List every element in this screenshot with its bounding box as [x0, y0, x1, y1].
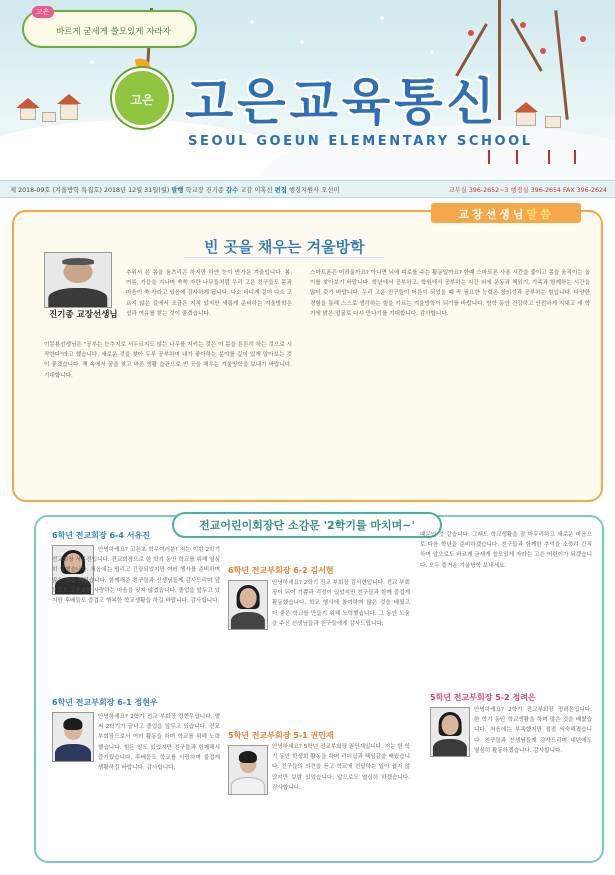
red-berry — [520, 22, 526, 28]
newsletter-title: 고은교육통신 — [185, 73, 499, 131]
red-berry — [468, 30, 474, 36]
publication-info-bar — [0, 180, 615, 198]
photo-hair — [63, 718, 82, 730]
contact-numbers: 교무실 396-2652~3 행정실 396-2654 FAX 396-2624 — [448, 187, 607, 194]
publisher: 학교장 진기종 — [185, 187, 224, 194]
student-text: 안녕하세요? 2학기 전교 부회장 정현우입니다. 벌써 2학기가 끝나고 졸업을 앞두고 있습니다. 전교 부회장으로서 여러 활동을 하며 학교를 위해 노력했습니다. 힘든 일도 있었지만 친구들과 함께해서 즐거웠습니다. 후배들도 학교를 사랑하며 즐겁게 생활하길 바랍니다. 감사합니다. — [98, 714, 220, 772]
village-house — [545, 116, 561, 128]
student-photo — [228, 580, 268, 630]
student-council-title: 전교어린이회장단 소감문 '2학기를 마치며~' — [199, 519, 415, 532]
photo-body — [55, 744, 91, 762]
student-photo — [52, 712, 94, 762]
photo-body — [231, 777, 265, 795]
student-council-title-box — [172, 512, 442, 538]
school-logo — [112, 68, 172, 128]
photo-body — [48, 288, 107, 308]
logo-text: 고은 — [130, 93, 154, 107]
student-heading: 5학년 전교부회장 5-1 권민재 — [228, 731, 334, 740]
publisher-label: 발행 — [171, 187, 184, 194]
student-text: 안녕하세요? 5학년 전교부회장 권민재입니다. 저는 한 학기 동안 학생회 활동을 하며 리더십과 책임감을 배웠습니다. 친구들의 의견을 듣고 학교에 전달하는 일이 쉽지 않았지만 보람 있었습니다. 앞으로도 열심히 하겠습니다. 감사합니다. — [272, 744, 410, 791]
principal-photo — [44, 252, 112, 308]
student-photo — [430, 707, 470, 757]
photo-head — [240, 588, 257, 608]
village-house — [60, 104, 78, 120]
winter-tree — [554, 10, 568, 120]
red-berry — [580, 36, 586, 42]
principal-title: 빈 곳을 채우는 겨울방학 — [204, 238, 365, 256]
photo-body — [231, 612, 265, 630]
principal-text-col2: 스마트폰은 어려울까요? 아니면 뇌에 피로를 주는 활동일까요? 한때 스마트폰 사용 시간을 줄이고 몸을 움직이는 놀이를 찾아보기 바랍니다. 학년에서 공부하고, 학원에서 공부하는 시간 외에 운동과 책읽기, 가족과 함께하는 시간을 많이 갖기 바랍니다. 우리 고은 친구들이 어른이 되었을 때 꼭 필요한 능력은 창의성과 공부하는 힘입니다. 다양한 경험을 통해 스스로 생각하는 힘을 기르는 겨울방학이 되기를 바랍니다. 방학 동안 건강하고 안전하게 지내고 새 학기에 밝은 얼굴로 다시 만나기를 기대합니다. 감사합니다. — [310, 270, 590, 317]
snowflake — [300, 40, 304, 44]
principal-tab — [431, 203, 581, 223]
village-house — [42, 112, 56, 122]
snowflake — [90, 60, 94, 64]
supervisor: 교감 이혹선 — [240, 187, 273, 194]
snowflake — [380, 16, 384, 20]
village-house — [516, 112, 536, 126]
student-heading: 6학년 전교부회장 6-2 김서현 — [228, 566, 334, 575]
slogan-text: 바르게 굳세게 쓸모있게 자라자 — [56, 27, 171, 37]
student-heading: 6학년 전교회장 6-4 서유진 — [52, 531, 150, 540]
publication-meta — [10, 185, 339, 194]
snowflake — [430, 50, 434, 54]
principal-tab-label: 교장선생님 — [458, 208, 527, 221]
winter-tree — [510, 18, 543, 71]
student-text-continued: 때문인 것 같습니다. 그래도 학교생활을 잘 마무리하고 새로운 마음으로 다음 학년을 준비하겠습니다. 친구들과 함께한 추억을 소중히 간직하며 앞으로도 바르게 굳세게 쓸모있게 자라는 고은 어린이가 되겠습니다. 모두 즐거운 겨울방학 보내세요. — [420, 532, 592, 569]
editor-label: 편집 — [274, 187, 287, 194]
photo-body — [433, 739, 467, 757]
photo-hair — [239, 751, 257, 763]
editor: 행정지원사 오선미 — [288, 187, 340, 194]
principal-caption: 진기종 교장선생님 — [49, 310, 118, 320]
principal-text-col1a: 추위서 온 몸을 움츠리곤 하지만 하얀 눈이 반가운 겨울입니다. 봄, 여름, 가을을 지나며 쑥쑥 자란 나무들처럼 우리 고은 친구들도 몸과 마음이 쑥 자라고 있음에 감사하게 됩니다. 다소 더디게 걸어 다소 고르지 않은 길에서 조금은 지쳐 있지만 새롭게 준비하는 겨울방학은 쉼과 여유를 찾는 것이 좋겠습니다. — [126, 270, 292, 317]
school-english-name: SEOUL GOEUN ELEMENTARY SCHOOL — [188, 134, 533, 149]
student-heading: 6학년 전교부회장 6-1 정현우 — [52, 698, 158, 707]
student-text: 안녕하세요? 2학기 전교 부회장 김서현입니다. 전교 부회장이 되어 기쁨과 걱정이 있었지만 친구들과 함께 즐겁게 활동했습니다. 학교 행사에 참여하며 많은 것을 배웠고 더 좋은 학교를 만들기 위해 노력했습니다. 그 동안 도움을 주신 선생님들과 친구들에게 감사드립니다. — [272, 580, 410, 627]
principal-tab-highlight: 말씀 — [526, 208, 554, 221]
red-fence — [548, 150, 576, 164]
student-heading: 5학년 전교부회장 5-2 정려은 — [430, 693, 536, 702]
red-fence — [488, 150, 518, 164]
student-text: 안녕하세요? 고은초 학우여러분! 저는 이번 2학기 전교회장 서유진입니다. 전교회장으로 한 학기 동안 학교를 위해 열심히 일했습니다. 처음에는 떨리고 긴장되었지만 여러 행사를 준비하며 많은 것을 배웠습니다. 함께해준 친구들과 선생님들께 감사드리며 앞으로도 고은초를 사랑하는 마음을 잊지 않겠습니다. 졸업을 앞두고 있지만 후배들도 즐겁고 행복한 학교생활을 하길 바랍니다. 감사합니다. — [52, 547, 220, 605]
village-roof — [514, 102, 538, 112]
principal-text-col1b: 이몽룡선생님은 "공부는 눈추지로 서두르지도 않는 나무를 지키는 것은 이 몸을 튼튼히 하는 것으로 시작한다"라고 했습니다. 새로운 것을 찾아 두루 공부하며 내가 좋아하는 분야를 깊이 있게 알아보는 것이 좋겠습니다. 책 속에서 꿈을 찾고 바른 생활 습관으로 빈 곳을 채우는 겨울방학을 보내기 바랍니다. 기대합니다. — [44, 342, 292, 379]
title-underline — [184, 257, 384, 258]
slogan-pill — [22, 10, 197, 48]
red-berry — [540, 48, 546, 54]
issue-info: 제 2018-09호 (겨울방학 특집호) 2018년 12월 31일(월) — [10, 187, 170, 194]
student-photo — [228, 745, 268, 795]
photo-hair — [62, 258, 94, 264]
slogan-badge: 고은 — [32, 6, 54, 18]
village-house — [20, 108, 36, 120]
header-banner — [0, 0, 615, 180]
principal-message-box — [12, 210, 603, 502]
snowflake — [250, 20, 254, 24]
village-roof — [16, 98, 40, 108]
village-roof — [57, 94, 81, 104]
supervisor-label: 감수 — [226, 187, 239, 194]
photo-head — [442, 715, 459, 735]
student-text: 안녕하세요? 2학기 전교부회장 정려은입니다. 한 학기 동안 학교생활을 하며 많은 것을 배웠습니다. 처음에는 부족했지만 점점 익숙해졌습니다. 친구들과 선생님들께 감사드리며 내년에도 열심히 활동하겠습니다. 감사합니다. — [474, 707, 592, 754]
